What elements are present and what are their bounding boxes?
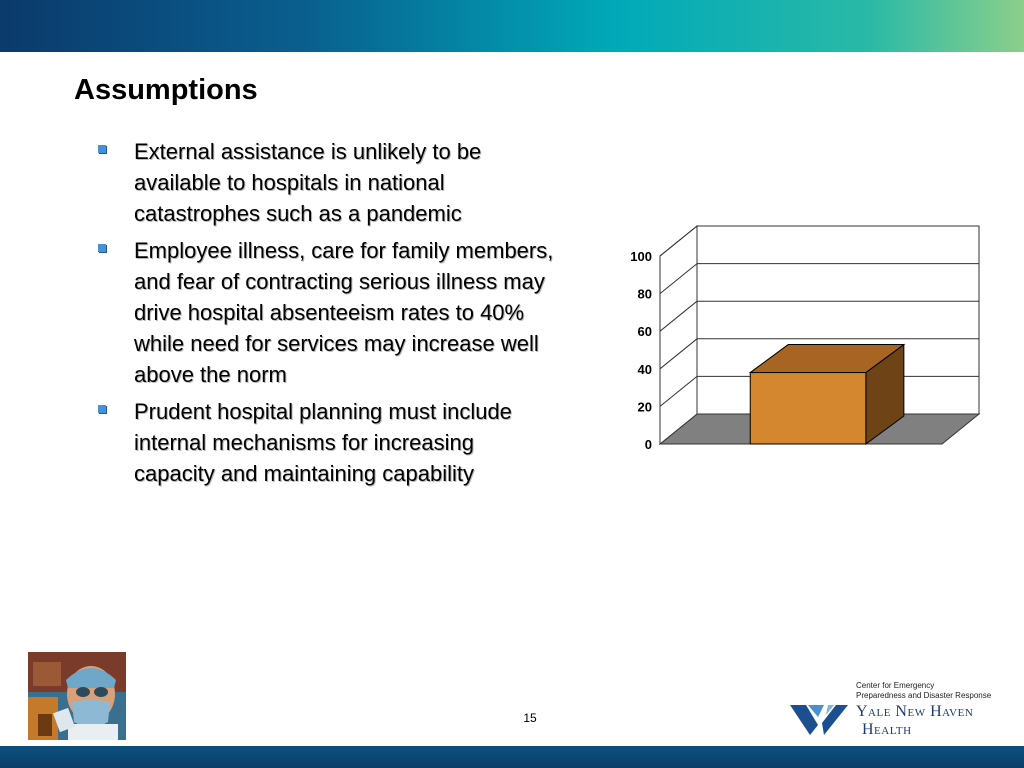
y-tick-label: 40 [637, 361, 652, 377]
y-tick-label: 80 [637, 286, 652, 302]
logo-subtitle-line2: Preparedness and Disaster Response [856, 691, 992, 700]
y-tick-label: 100 [630, 249, 652, 264]
square-bullet-icon [98, 244, 106, 252]
bullet-text: Employee illness, care for family members, and fear of contracting serious illness may drive hospital absenteeism rates to 40% while need for services may increase well above the norm [134, 238, 554, 387]
square-bullet-icon [98, 145, 106, 153]
clinician-photo [28, 652, 126, 740]
logo-subtitle [856, 681, 1016, 701]
bullet-item [96, 136, 556, 229]
bullet-text: Prudent hospital planning must include internal mechanisms for increasing capacity and maintaining capability [134, 399, 512, 486]
square-bullet-icon [98, 405, 106, 413]
chart-side-wall [660, 226, 697, 444]
bullet-list [96, 136, 556, 495]
bullet-item [96, 235, 556, 390]
bar-chart-3d [605, 218, 1000, 468]
y-tick-label: 60 [637, 324, 652, 340]
logo-name-line2: Health [862, 721, 912, 738]
bullet-item [96, 396, 556, 489]
page-number: 15 [523, 711, 537, 725]
logo-name [856, 703, 973, 739]
yale-new-haven-logo [788, 681, 1008, 741]
bar [750, 373, 866, 444]
logo-name-line1: Yale New Haven [856, 703, 974, 720]
footer-banner [0, 746, 1024, 768]
header-banner [0, 0, 1024, 52]
absenteeism-chart [605, 218, 1000, 468]
y-tick-label: 0 [644, 437, 652, 452]
ynhh-logo-icon [788, 701, 850, 739]
bullet-text: External assistance is unlikely to be available to hospitals in national catastrophes such as a pandemic [134, 139, 482, 226]
slide-title: Assumptions [74, 74, 258, 106]
y-tick-label: 20 [637, 399, 652, 415]
logo-subtitle-line1: Center for Emergency [856, 681, 935, 690]
